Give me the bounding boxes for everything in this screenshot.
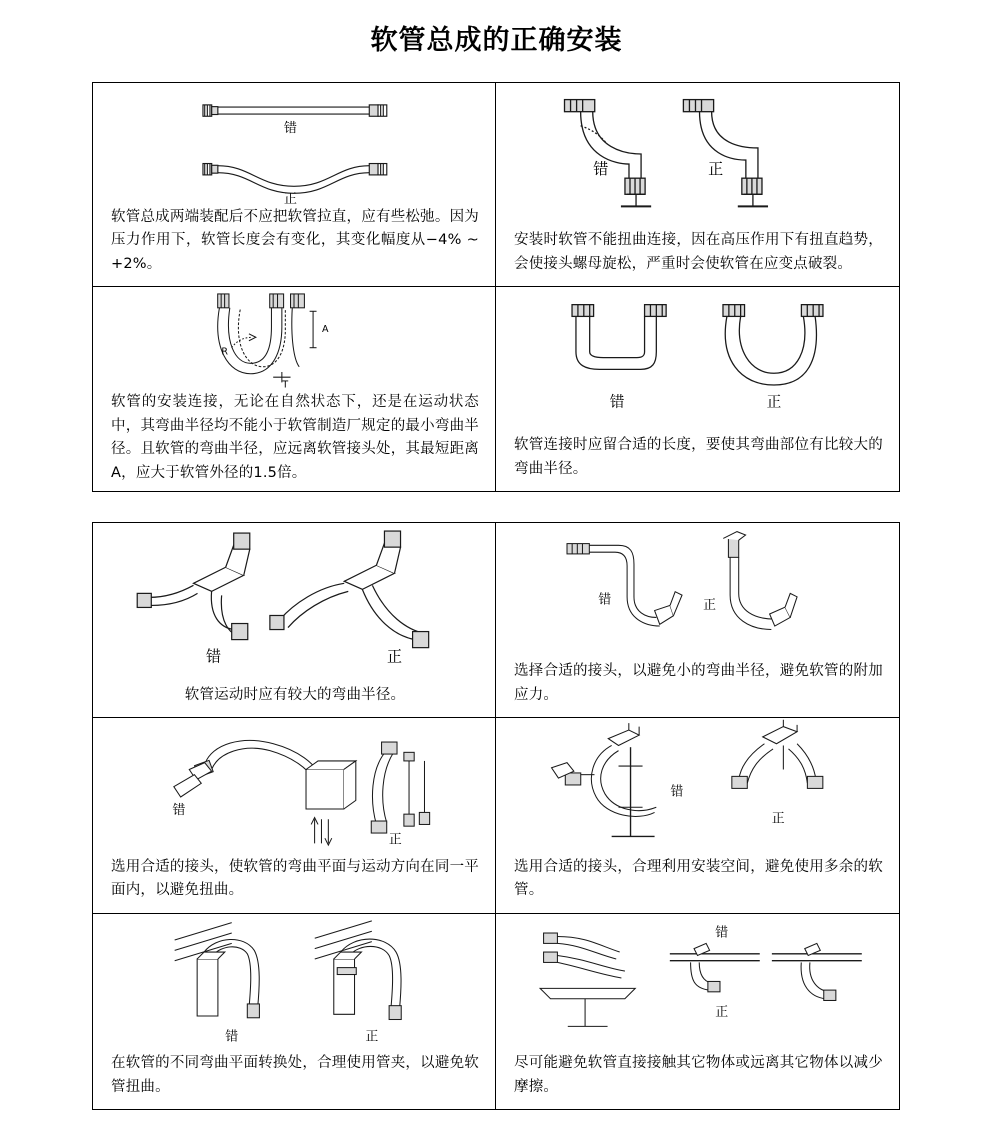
figure-3	[93, 287, 495, 391]
diagram-cell-9	[93, 914, 496, 1109]
figure-7	[93, 718, 495, 855]
caption-1: 软管总成两端装配后不应把软管拉直，应有些松弛。因为压力作用下，软管长度会有变化，其变化幅度从−4% ~ +2%。	[111, 208, 479, 272]
mark-right: 正	[388, 832, 402, 848]
mark-right: 正	[771, 812, 785, 828]
dim-label-r: R	[221, 346, 228, 358]
caption-2: 安装时软管不能扭曲连接，因在高压作用下有扭直趋势，会使接头螺母旋松，严重时会使软管在应变点破裂。	[514, 232, 883, 272]
figure-4	[496, 287, 899, 434]
caption-9: 在软管的不同弯曲平面转换处，合理使用管夹，以避免软管扭曲。	[111, 1055, 479, 1095]
caption-10: 尽可能避免软管直接接触其它物体或远离其它物体以减少摩擦。	[514, 1055, 883, 1095]
figure-5-svg	[93, 523, 495, 684]
diagram-cell-6	[496, 523, 899, 718]
figure-6-svg	[496, 523, 899, 660]
diagram-cell-2	[496, 83, 899, 287]
mark-wrong: 错	[715, 925, 729, 941]
figure-8	[496, 718, 899, 855]
figure-6	[496, 523, 899, 660]
mark-wrong: 错	[172, 803, 186, 819]
figure-4-svg	[496, 287, 899, 434]
mark-wrong: 错	[593, 160, 609, 179]
mark-right: 正	[766, 393, 782, 411]
diagram-cell-3	[93, 287, 496, 491]
caption-7: 选用合适的接头，使软管的弯曲平面与运动方向在同一平面内，以避免扭曲。	[111, 858, 479, 899]
dim-label-a: A	[321, 324, 329, 336]
figure-2-svg	[496, 83, 899, 229]
mark-wrong: 错	[283, 121, 298, 137]
figure-5	[93, 523, 495, 684]
mark-right: 正	[715, 1004, 729, 1020]
figure-9-svg	[93, 914, 495, 1052]
mark-right: 正	[386, 647, 403, 666]
figure-9	[93, 914, 495, 1052]
caption-6: 选择合适的接头，以避免小的弯曲半径，避免软管的附加应力。	[514, 663, 883, 703]
diagram-grid-top	[92, 82, 900, 492]
figure-1-svg	[93, 83, 495, 206]
figure-10	[496, 914, 899, 1052]
mark-wrong: 错	[670, 784, 684, 800]
diagram-cell-4	[496, 287, 899, 491]
mark-wrong: 错	[609, 393, 625, 411]
caption-8: 选用合适的接头，合理利用安装空间，避免使用多余的软管。	[514, 858, 883, 899]
mark-right: 正	[703, 597, 716, 613]
diagram-grid-bottom	[92, 522, 900, 1110]
caption-3: 软管的安装连接，无论在自然状态下，还是在运动状态中，其弯曲半径均不能小于软管制造厂规定的最小弯曲半径。且软管的弯曲半径，应远离软管接头处，其最短距离A，应大于软管外径的1.5倍。	[111, 394, 479, 481]
mark-right: 正	[708, 160, 724, 179]
mark-right: 正	[283, 191, 298, 206]
dim-label-t: T	[282, 379, 289, 391]
figure-8-svg	[496, 718, 899, 855]
diagram-cell-8	[496, 718, 899, 913]
figure-2	[496, 83, 899, 229]
mark-right: 正	[365, 1028, 379, 1044]
diagram-cell-1	[93, 83, 496, 287]
figure-3-svg	[93, 287, 495, 391]
caption-5: 软管运动时应有较大的弯曲半径。	[184, 686, 406, 703]
diagram-cell-10	[496, 914, 899, 1109]
mark-wrong: 错	[206, 647, 222, 666]
diagram-cell-5	[93, 523, 496, 718]
page-title: 软管总成的正确安装	[370, 25, 623, 56]
diagram-cell-7	[93, 718, 496, 913]
figure-7-svg	[93, 718, 495, 855]
mark-wrong: 错	[225, 1028, 239, 1044]
figure-10-svg	[496, 914, 899, 1052]
figure-1	[93, 83, 495, 206]
mark-wrong: 错	[598, 592, 612, 608]
caption-4: 软管连接时应留合适的长度，要使其弯曲部位有比较大的弯曲半径。	[514, 437, 883, 477]
